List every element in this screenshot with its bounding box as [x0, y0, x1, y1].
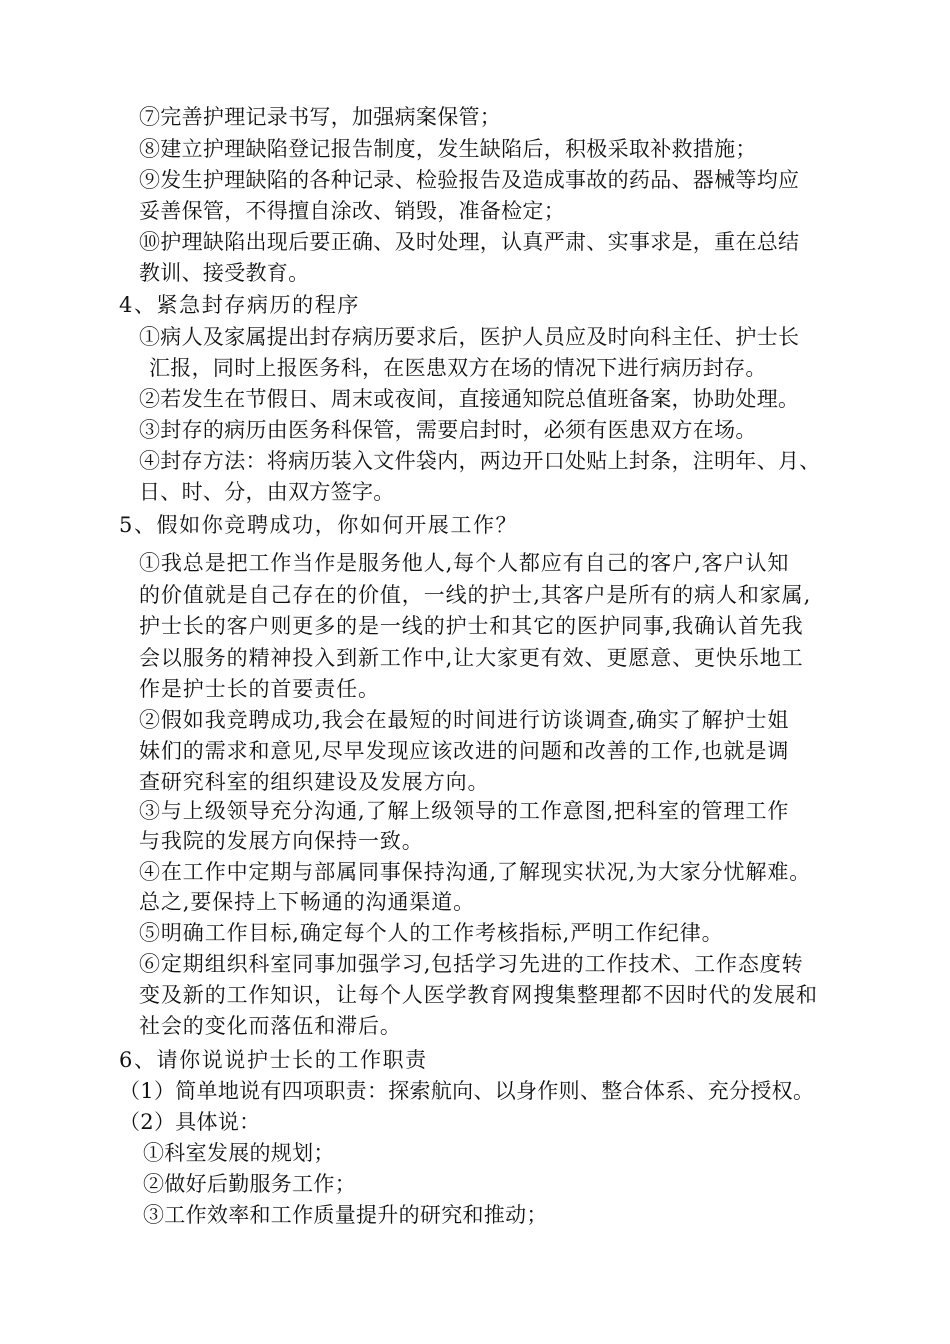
paragraph-1: ①我总是把工作当作是服务他人,每个人都应有自己的客户,客户认知 [139, 551, 790, 575]
list-item-3: ③封存的病历由医务科保管，需要启封时，必须有医患双方在场。 [139, 418, 757, 442]
list-item-9: ⑨发生护理缺陷的各种记录、检验报告及造成事故的药品、器械等均应 [139, 168, 800, 192]
paragraph-6-line-2: 变及新的工作知识，让每个人医学教育网搜集整理都不因时代的发展和 [139, 983, 818, 1007]
sub-item-1: （1）简单地说有四项职责：探索航向、以身作则、整合体系、充分授权。 [119, 1079, 815, 1103]
list-item-10-cont: 教训、接受教育。 [139, 261, 310, 285]
paragraph-6-line-3: 社会的变化而落伍和滞后。 [139, 1014, 402, 1038]
list-item-4: ④封存方法：将病历装入文件袋内，两边开口处贴上封条，注明年、月、 [139, 449, 821, 473]
paragraph-1-line-3: 护士长的客户则更多的是一线的护士和其它的医护同事,我确认首先我 [139, 614, 804, 638]
duty-item-2: ②做好后勤服务工作； [143, 1172, 356, 1196]
list-item-7: ⑦完善护理记录书写，加强病案保管； [139, 105, 502, 129]
list-item-1: ①病人及家属提出封存病历要求后，医护人员应及时向科主任、护士长 [139, 325, 800, 349]
sub-item-2: （2）具体说： [119, 1110, 261, 1134]
paragraph-2-line-3: 查研究科室的组织建设及发展方向。 [139, 770, 490, 794]
paragraph-2-line-2: 妹们的需求和意见,尽早发现应该改进的问题和改善的工作,也就是调 [139, 739, 790, 763]
list-item-10: ⑩护理缺陷出现后要正确、及时处理，认真严肃、实事求是，重在总结 [139, 230, 800, 254]
list-item-9-cont: 妥善保管，不得擅自涂改、销毁，准备检定； [139, 199, 565, 223]
list-item-4-cont: 日、时、分，由双方签字。 [139, 480, 395, 504]
paragraph-3: ③与上级领导充分沟通,了解上级领导的工作意图,把科室的管理工作 [139, 799, 790, 823]
list-item-8: ⑧建立护理缺陷登记报告制度，发生缺陷后，积极采取补救措施； [139, 137, 757, 161]
paragraph-1-line-4: 会以服务的精神投入到新工作中,让大家更有效、更愿意、更快乐地工 [139, 646, 804, 670]
section-heading-6: 6、请你说说护士长的工作职责 [119, 1048, 428, 1072]
paragraph-4-line-2: 总之,要保持上下畅通的沟通渠道。 [139, 890, 476, 914]
paragraph-5: ⑤明确工作目标,确定每个人的工作考核指标,严明工作纪律。 [139, 921, 724, 945]
duty-item-3: ③工作效率和工作质量提升的研究和推动； [143, 1203, 548, 1227]
paragraph-1-line-5: 作是护士长的首要责任。 [139, 677, 380, 701]
paragraph-2: ②假如我竞聘成功,我会在最短的时间进行访谈调查,确实了解护士姐 [139, 708, 790, 732]
paragraph-1-line-2: 的价值就是自己存在的价值，一线的护士,其客户是所有的病人和家属, [139, 583, 812, 607]
paragraph-4: ④在工作中定期与部属同事保持沟通,了解现实状况,为大家分忧解难。 [139, 860, 812, 884]
section-heading-4: 4、紧急封存病历的程序 [119, 293, 360, 317]
paragraph-3-line-2: 与我院的发展方向保持一致。 [139, 829, 424, 853]
paragraph-6: ⑥定期组织科室同事加强学习,包括学习先进的工作技术、工作态度转 [139, 952, 804, 976]
section-heading-5: 5、假如你竞聘成功，你如何开展工作？ [119, 513, 519, 537]
list-item-1-cont: 汇报，同时上报医务科，在医患双方在场的情况下进行病历封存。 [149, 356, 767, 380]
list-item-2: ②若发生在节假日、周末或夜间，直接通知院总值班备案，协助处理。 [139, 387, 800, 411]
duty-item-1: ①科室发展的规划； [143, 1141, 335, 1165]
